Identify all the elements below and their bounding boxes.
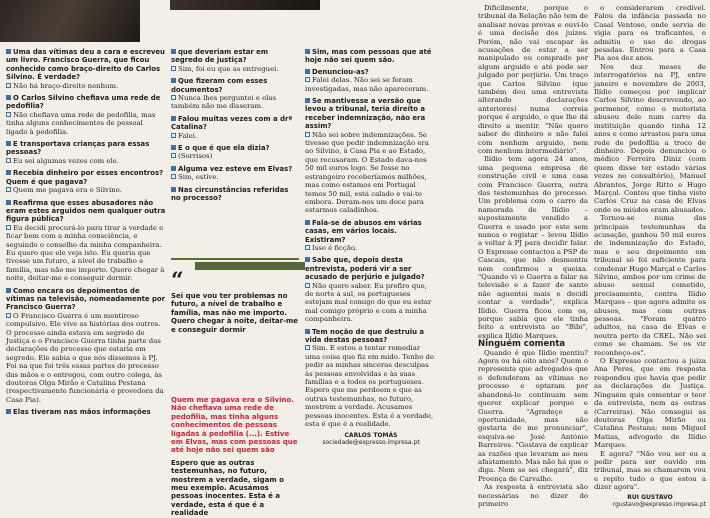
question: Se mantivesse a versão que levou a tribunal, teria direito a receber indemnização, não era assim? (305, 97, 437, 131)
pull-quote-bar (195, 262, 305, 270)
paragraph: o considerarem credível. Falou da infância passada no Casal Ventoso, onde servia de vigia para os traficantes, e admitiu o uso de drogas pesadas. Entrou para a Casa Pia aos dez anos. (594, 4, 706, 63)
photo-top-left (0, 0, 140, 42)
answer: Não há braço-direito nenhum. (6, 82, 166, 90)
question: que deveriam estar em segredo de justiça? (171, 48, 299, 65)
question: E o que é que ela dizia? (171, 144, 299, 152)
paragraph: Dificilmente, porque o tribunal da Relação não tem de analisar novas provas e ouvi-lo é uma decisão dos juízes. Porém, não vai escapar às acusações de estar a ser manipulado ou comprado por algum arguido e até pode ser julgado por perjúrio. Um traço que Carlos Silvino (que também deu uma entrevista alterando declarações anteriores) numa correia porque é arguido, o que lhe dá direito a mentir. "Não quero saber de dinheiro e não falei com nenhum arguido, nem com nenhum intermediário". (478, 4, 588, 155)
answer: (Sorrisos) (171, 152, 299, 160)
answer: Sim, estive. (171, 173, 299, 181)
quote-mark-icon: “ (171, 268, 184, 294)
pull-quote-1 (171, 258, 299, 334)
column-3 (305, 48, 437, 488)
column-4 (478, 4, 588, 508)
answer: Eu decidi procurá-lo para tirar a verdade e ficar bem com a minha consciência, e seguindo o conselho da minha companheira. Eu quero que ele veja isto. Eu queria que tivesse um futuro, a nível de trabalho e família, mas não me importo. Quero chegar à noite, deitar-me e conseguir dormir. (6, 223, 165, 283)
pull-quote-2-highlight: Quem me pagava era o Silvino. Não chefiava uma rede de pedofilia, mas tinha alguns conhecimentos de pessoas ligadas à pedofilia (...). Estive em Elvas, mas com pessoas que até hoje não sei quem são (171, 396, 298, 455)
question: Sabe que, depois desta entrevista, poderá vir a ser acusado de perjúrio e julgado? (305, 256, 437, 281)
answer: Sim. E estou a tentar remediar uma coisa que fiz em mido. Tenho de pedir as minhas sinceras desculpas às pessoas envolvidas e às suas famílias e a todos os portugueses. Espero que me perdoem e que as outras testemunhas, no futuro, mostrem a verdade. Acusamos pessoas inocentes. Esta é a verdade, esta é que é a realidade. (305, 344, 437, 428)
answer: Falei. (171, 132, 299, 140)
paragraph: Ilídio tem agora 24 anos, uma pequena empresa de construção civil e uma casa com Francisco Guerra, outra das testemunhas do processo. Um problema com o carro da namorada de Ilídio – supostamente vendido a Guerra e usado por este sem nunca o registar – levou Ilídio a voltar à PJ para decidir falar. O Expresso contactou a PSP de Cascais, que não desmentiu nem confirmou a queixa. "Quando vi o Guerra a falar na televisão e a fazer de santo não aguentei mais e decidi contar a verdade", explica Ilídio. Guerra ficou com os, porque sabia que ele tinha feito a entrevista ao "Bibi", explica Ilídio Marques. (478, 155, 588, 340)
question: Que fizeram com esses documentos? (171, 77, 299, 94)
question: Alguma vez esteve em Elvas? (171, 165, 299, 173)
answer: O Francisco Guerra é um mentiroso compulsivo. Ele vive as histórias dos outros. O processo ainda estava em segredo de Justiça e o Francisco Guerra tinha parte das declarações do processo que estaria em segredo. Ele sabia o que nós dissemos à PJ. Foi na que foi três essas partes do processo das mãos e o entregou, com outro colega, às doutoras Olga Mirão e Catalina Pestana (respectivamente funcionária e provedora da Casa Pia). (6, 312, 166, 404)
answer: Quem me pagava era o Silvino. (6, 186, 166, 194)
author-name: CARLOS TOMÁS (344, 432, 398, 440)
author-email: sociedade@expresso.impresa.pt (322, 439, 420, 447)
answer: Não chefiava uma rede de pedofilia, mas tinha alguns conhecimentos de pessoal ligado à pedofilia. (6, 111, 166, 136)
answer: Falei delas. Não sei se foram investigadas, mas não apareceram. (305, 76, 437, 93)
paragraph: Tornou-se numa das principais testemunhas da acusação, ganhou 50 mil euros de indemnização do Estado, mas o seu depoimento em tribunal só foi suficiente para condenar Hugo Marçal e Carlos Silvino, ambos por um crime de abuso sexual cometido, precisamente, contra Ilídio Marques – que agora admite os abusos, mas com outras pessoas. "Foram quatro adultos, na casa de Elvas e noutra perto da CREL. Não sei como se chamam. Se os vir reconheço-os". (594, 214, 706, 357)
answer: Nunca lhes perguntei e elas também não me disseram. (171, 94, 299, 111)
question: Como encara os depoimentos de vítimas na televisão, nomeadamente por Francisco Guerra? (6, 286, 166, 312)
pull-quote-2-body: Espero que as outras testemunhas, no futuro, mostrem a verdade, sigam o meu exemplo. Acusámos pessoas inocentes. Esta é a verdade, esta é que é a realidade (171, 458, 284, 518)
question: Recebia dinheiro por esses encontros? Quem é que pagava? (6, 169, 166, 186)
paragraph: Quando é que Ilídio mentiu? Agora ou há oito anos? Quem o representa que advogados que o defenderam as vítimas no processo e optaram por abandoná-lo continuam sem querer explicar porque e Guerra. "Agradeço a oportunidade, mas não gostaria de me pronunciar", esquiva-se José António Barreiros. "Gostava de explicar as razões que levaram ao meu afastamento. Mas não há que o diga. Nem se sei chegará", diz Proença de Carvalho. (478, 348, 588, 483)
answer: Eu sei algumas vezes com ele. (6, 157, 166, 165)
question: E transportava crianças para essas pessoas? (6, 140, 166, 157)
answer: Não quero saber. Eu prefiro que, de norte a sul, os portugueses estejam mal comigo do que eu estar mal comigo próprio e com a minha companheira. (305, 282, 437, 324)
question: Reafirma que esses abusadores não eram estes arguidos nem qualquer outra figura pública? (6, 198, 166, 224)
answer: Não sei sobre indemnizações. Se tivesse que pedir indemnização era ao Silvino, à Casa Pia e ao Estado, que recusaram. O Estado dava-nos 50 mil euros logo. Se fosse no estrangeiro receberíamos milhões, mas como estamos em Portugal temos 50 mil, está calado e vai-te embora. Deram-nos um doce para estarmos caladinhos. (305, 131, 437, 215)
paragraph: Nos dez meses de interrogatórios na PJ, entre janeiro e novembro de 2003, Ilídio começou por implicar Carlos Silvino descrevendo, ao pormenor, como o motorista abusou dele num carro da instituição quando tinha 12 anos e como arrastou para uma rede de pedofilia a troco de dinheiro. Depois denunciou o médico Ferreira Diniz (com quem disse ter estado várias vezes no consultório), Manuel Abrantes, Jorge Ritto e Hugo Marçal. Contou que tinha visto Carlos Cruz na casa de Elvas onde os miúdos eram abusados. (594, 62, 706, 214)
question: Uma das vítimas deu a cara e escreveu um livro. Francisco Guerra, que ficou conhecido como braço-direito do Carlos Silvino. É verdade? (6, 48, 165, 82)
question: Tem noção de que destruiu a vida destas pessoas? (305, 328, 437, 345)
pull-quote-1-text: Sei que vou ter problemas no futuro, a nível de trabalho e família, mas não me importo. Quero chegar à noite, deitar-me e conseguir dormir (171, 292, 299, 334)
answer: Isso é ficção. (305, 244, 437, 252)
answer: Sim, foi eu que as entreguei. (171, 65, 299, 73)
question: Denunciou-as? (305, 68, 437, 76)
paragraph: As resposta à entrevista são necessárias no dizer do primeiro (478, 483, 588, 508)
question: O Carlos Silvino chefiava uma rede de pedofilia? (6, 94, 166, 111)
author-name: RUI GUSTAVO (627, 493, 673, 501)
section-heading: Ninguém comenta (478, 339, 566, 350)
question: Fala-se de abusos em várias casas, em vários locais. Existiram? (305, 219, 437, 244)
column-5 (594, 4, 706, 508)
photo-top-middle (170, 0, 320, 10)
paragraph: O Expresso contactou a juíza Ana Peres, que em resposta respondeu que havia que pedir as declarações de Justiça. Ninguém quis comentar o teor da entrevista, nem as outras (Carreiras). Não consegui as doutoras Olga Mirão ou Catalina Pestana; nem Miguel Matias, advogado de Ilídio Marques. (594, 357, 706, 450)
column-1 (6, 48, 166, 488)
author-email: rgustavo@expresso.impresa.pt (612, 500, 706, 508)
question: Falou muitas vezes com a drª Catalina? (171, 115, 299, 132)
paragraph: E agora? "Não vou ser eu a pedir para ser ouvido em tribunal, mas se chamarem vou e repito tudo o que estou a dizer agora". (594, 449, 706, 492)
question: Sim, mas com pessoas que até hoje não sei quem são. (305, 48, 437, 65)
question: Nas circunstâncias referidas no processo? (171, 186, 299, 203)
pull-quote-2 (171, 396, 299, 518)
question: Elas tiveram nas mãos informações (6, 408, 166, 416)
